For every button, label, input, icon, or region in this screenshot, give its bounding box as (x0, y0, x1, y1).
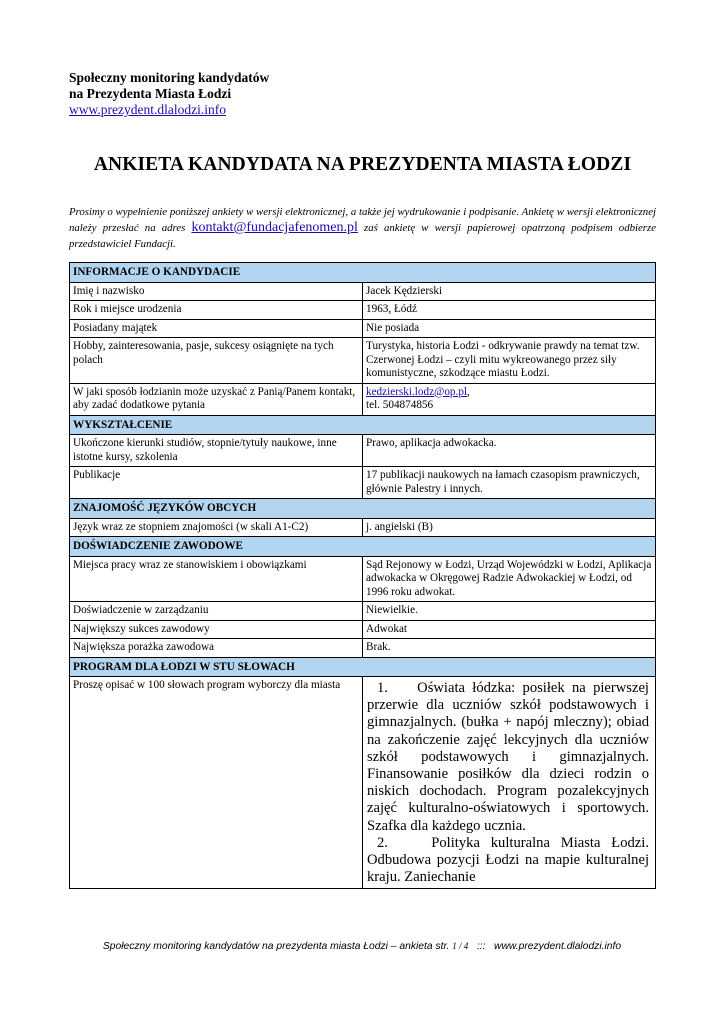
program-point-2: 2. Polityka kulturalna Miasta Łodzi. Odbudowa pozycji Łodzi na mapie kulturalnej kraju. Zaniechanie (367, 834, 649, 886)
section-header-row (70, 537, 656, 557)
table-row (70, 620, 656, 639)
page-footer (0, 941, 724, 952)
section-header-row (70, 499, 656, 519)
table-row (70, 556, 656, 602)
field-label: Doświadczenie w zarządzaniu (70, 602, 363, 621)
table-row (70, 319, 656, 338)
management-value: Niewielkie. (363, 602, 656, 621)
assets-value: Nie posiada (363, 319, 656, 338)
section-header-row (70, 415, 656, 435)
table-row (70, 467, 656, 499)
section-languages: ZNAJOMOŚĆ JĘZYKÓW OBCYCH (70, 499, 656, 519)
table-row (70, 282, 656, 301)
table-row (70, 677, 656, 889)
hobby-value: Turystyka, historia Łodzi - odkrywanie prawdy na temat tzw. Czerwonej Łodzi – czyli mitu wykreowanego przez siły komunistyczne, szkodzące miastu Łodzi. (363, 338, 656, 384)
failure-value: Brak. (363, 639, 656, 658)
section-header-row (70, 263, 656, 283)
field-label: Hobby, zainteresowania, pasje, sukcesy osiągnięte na tych polach (70, 338, 363, 384)
publications-value: 17 publikacji naukowych na łamach czasopism prawniczych, głównie Palestry i innych. (363, 467, 656, 499)
field-label: Język wraz ze stopniem znajomości (w skali A1-C2) (70, 518, 363, 537)
field-label: Posiadany majątek (70, 319, 363, 338)
footer-text: Społeczny monitoring kandydatów na prezydenta miasta Łodzi – ankieta str. (102, 941, 453, 952)
intro-paragraph (69, 204, 656, 252)
section-header-row (70, 657, 656, 677)
field-label: Ukończone kierunki studiów, stopnie/tytuły naukowe, inne istotne kursy, szkolenia (70, 435, 363, 467)
questionnaire-table (69, 262, 656, 889)
field-label: W jaki sposób łodzianin może uzyskać z Panią/Panem kontakt, aby zadać dodatkowe pytania (70, 383, 363, 415)
field-label: Największa porażka zawodowa (70, 639, 363, 658)
section-candidate-info: INFORMACJE O KANDYDACIE (70, 263, 656, 283)
field-label: Proszę opisać w 100 słowach program wyborczy dla miasta (70, 677, 363, 889)
intro-text-after: zaś ankietę w wersji papierowej opatrzoną podpisem odbierze przedstawiciel Fundacji. (69, 222, 656, 250)
table-row (70, 518, 656, 537)
field-label: Rok i miejsce urodzenia (70, 301, 363, 320)
field-label: Imię i nazwisko (70, 282, 363, 301)
footer-page-total: 4 (463, 941, 469, 951)
table-row (70, 435, 656, 467)
program-value (363, 677, 656, 889)
name-value: Jacek Kędzierski (363, 282, 656, 301)
jobs-value: Sąd Rejonowy w Łodzi, Urząd Wojewódzki w Łodzi, Aplikacja adwokacka w Okręgowej Radzie Adwokackiej w Łodzi, od 1996 roku adwokat. (363, 556, 656, 602)
program-point-1: 1. Oświata łódzka: posiłek na pierwszej przerwie dla uczniów szkół podstawowych i gimnazjalnych. (bułka + napój mleczny); obiad na zakończenie zajęć lekcyjnych dla uczniów szkół podstawowych i gimnazjalnych. Finansowanie posiłków dla dzieci rodzin o niskich dochodach. Program pozalekcyjnych zajęć kulturalno-oświatowych i sportowych. Szafka dla każdego ucznia. (367, 680, 649, 834)
language-value: j. angielski (B) (363, 518, 656, 537)
header-line-1: Społeczny monitoring kandydatów (69, 70, 270, 85)
table-row (70, 639, 656, 658)
header-line-2: na Prezydenta Miasta Łodzi (69, 86, 232, 101)
field-label: Publikacje (70, 467, 363, 499)
table-row (70, 602, 656, 621)
studies-value: Prawo, aplikacja adwokacka. (363, 435, 656, 467)
footer-page-sep: / (456, 941, 464, 951)
contact-email-comma: , (467, 385, 470, 398)
section-experience: DOŚWIADCZENIE ZAWODOWE (70, 537, 656, 557)
intro-text-before: Prosimy o wypełnienie poniższej ankiety w wersji elektronicznej, a także jej wydrukowanie i podpisanie. Ankietę w wersji elektronicznej należy przesłać na adres (69, 206, 656, 234)
contact-value (363, 383, 656, 415)
header-url-link[interactable]: www.prezydent.dlalodzi.info (69, 102, 226, 117)
contact-phone: tel. 504874856 (366, 399, 434, 411)
intro-email-link[interactable]: kontakt@fundacjafenomen.pl (191, 220, 358, 235)
birth-value: 1963, Łódź (363, 301, 656, 320)
page-title: ANKIETA KANDYDATA NA PREZYDENTA MIASTA ŁODZI (93, 154, 632, 175)
table-row (70, 338, 656, 384)
document-header (69, 70, 269, 118)
success-value: Adwokat (363, 620, 656, 639)
footer-page-number: 1 (452, 941, 457, 951)
table-row (70, 383, 656, 415)
section-education: WYKSZTAŁCENIE (70, 415, 656, 435)
section-program: PROGRAM DLA ŁODZI W STU SŁOWACH (70, 657, 656, 677)
footer-url: ::: www.prezydent.dlalodzi.info (468, 941, 622, 952)
field-label: Miejsca pracy wraz ze stanowiskiem i obowiązkami (70, 556, 363, 602)
table-row (70, 301, 656, 320)
contact-email-link[interactable]: kedzierski.lodz@op.pl (366, 385, 468, 398)
field-label: Największy sukces zawodowy (70, 620, 363, 639)
